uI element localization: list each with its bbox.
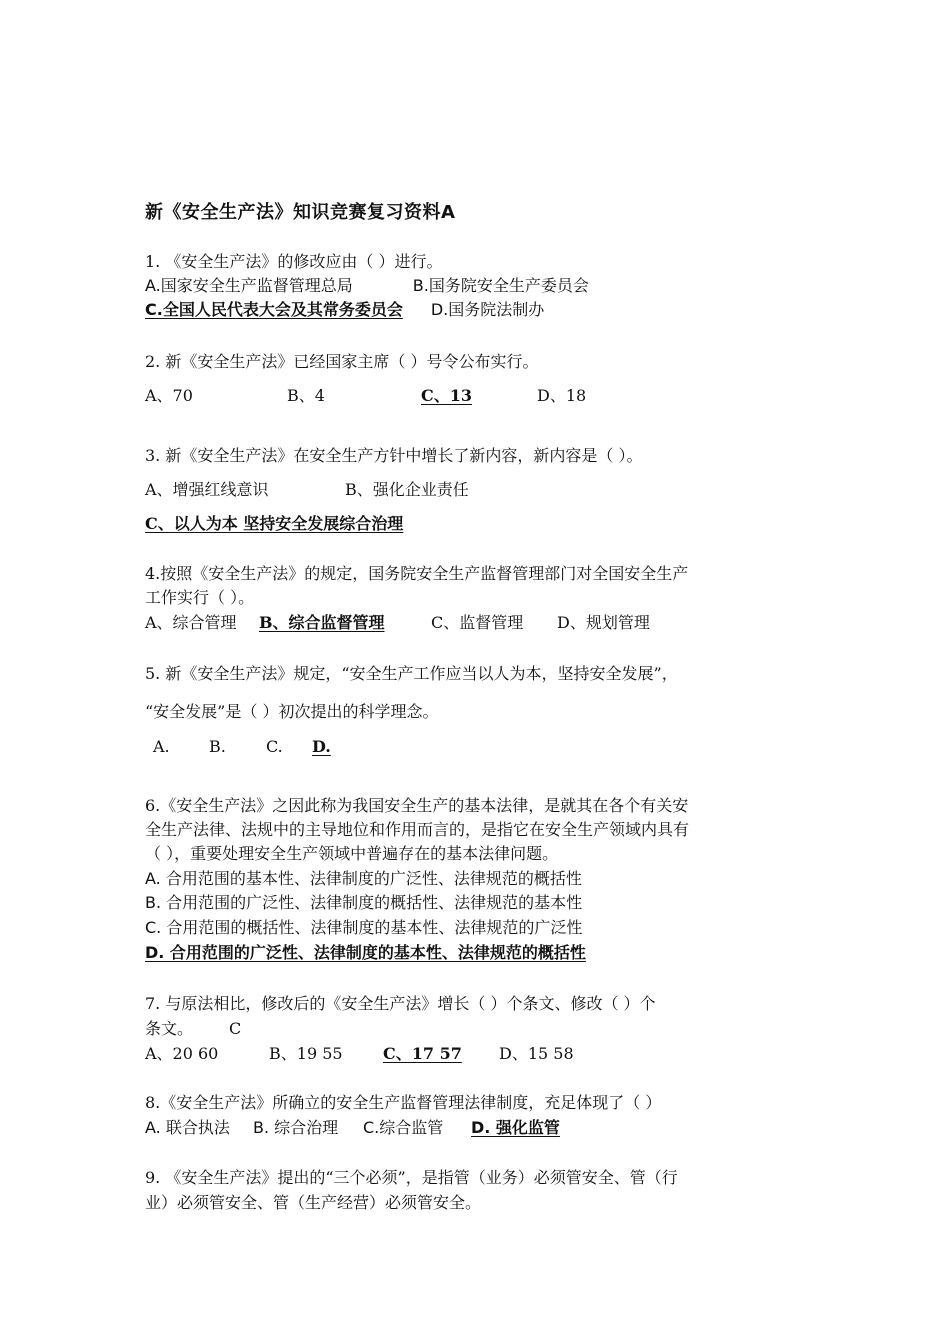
q6-option-d-answer: D. 合用范围的广泛性、法律制度的基本性、法律规范的概括性	[145, 943, 586, 962]
q1-option-a: A.国家安全生产监督管理总局	[145, 276, 353, 295]
question-4-stem-line-1: 4.按照《安全生产法》的规定，国务院安全生产监督管理部门对全国安全生产	[145, 564, 689, 583]
q5-option-d-answer: D.	[312, 737, 331, 756]
q8-option-b: B. 综合治理	[253, 1118, 339, 1137]
question-9-stem-line-1: 9. 《安全生产法》提出的“三个必须”，是指管（业务）必须管安全、管（行	[145, 1168, 678, 1187]
q7-stem-continuation: 条文。	[145, 1019, 194, 1038]
question-9-stem-line-2: 业）必须管安全、管（生产经营）必须管安全。	[145, 1193, 482, 1212]
question-3-stem: 3. 新《安全生产法》在安全生产方针中增长了新内容，新内容是（ ）。	[145, 446, 643, 465]
q2-option-b: B、4	[287, 386, 325, 405]
question-7-stem-line-1: 7. 与原法相比，修改后的《安全生产法》增长（ ）个条文、修改（ ）个	[145, 994, 656, 1013]
q3-option-a: A、增强红线意识	[145, 480, 269, 499]
q4-option-b-answer: B、综合监督管理	[259, 613, 385, 632]
q5-option-b: B.	[209, 737, 226, 756]
question-5-stem-line-2: “安全发展”是（ ）初次提出的科学理念。	[145, 702, 439, 721]
q2-option-a: A、70	[145, 386, 193, 405]
q7-option-a: A、20 60	[145, 1044, 219, 1063]
question-5-stem-line-1: 5. 新《安全生产法》规定，“安全生产工作应当以人为本，坚持安全发展”，	[145, 664, 678, 683]
question-8-stem: 8.《安全生产法》所确立的安全生产监督管理法律制度，充足体现了（ ）	[145, 1093, 662, 1112]
question-6-stem-line-3: （ ），重要处理安全生产领域中普遍存在的基本法律问题。	[145, 844, 559, 863]
question-5-options	[153, 735, 331, 759]
question-6-stem-line-1: 6.《安全生产法》之因此称为我国安全生产的基本法律，是就其在各个有关安	[145, 796, 689, 815]
question-1-options-row-2	[145, 298, 544, 322]
question-2-options	[145, 384, 586, 408]
question-2-stem: 2. 新《安全生产法》已经国家主席（ ）号令公布实行。	[145, 352, 539, 371]
question-8-options	[145, 1116, 560, 1140]
q7-option-d: D、15 58	[499, 1044, 574, 1063]
q5-option-a: A.	[153, 737, 170, 756]
q6-option-a: A. 合用范围的基本性、法律制度的广泛性、法律规范的概括性	[145, 869, 582, 888]
q3-option-c-answer: C、以人为本 坚持安全发展综合治理	[145, 514, 404, 533]
q4-option-d: D、规划管理	[557, 613, 650, 632]
question-4-stem-line-2: 工作实行（ ）。	[145, 588, 255, 607]
q1-option-b: B.国务院安全生产委员会	[412, 276, 589, 295]
q7-option-c-answer: C、17 57	[383, 1044, 462, 1063]
question-7-options	[145, 1042, 574, 1066]
question-4-options	[145, 611, 650, 635]
q4-option-a: A、综合管理	[145, 613, 237, 632]
q2-option-d: D、18	[537, 386, 587, 405]
q6-option-b: B. 合用范围的广泛性、法律制度的概括性、法律规范的基本性	[145, 893, 583, 912]
q7-option-b: B、19 55	[269, 1044, 343, 1063]
q5-option-c: C.	[266, 737, 283, 756]
q3-option-b: B、强化企业责任	[345, 480, 469, 499]
q8-option-c: C.综合监管	[363, 1118, 444, 1137]
question-6-stem-line-2: 全生产法律、法规中的主导地位和作用而言的，是指它在安全生产领域内具有	[145, 820, 690, 839]
document-title: 新《安全生产法》知识竞赛复习资料A	[145, 202, 456, 223]
question-1-stem: 1. 《安全生产法》的修改应由（ ）进行。	[145, 252, 443, 271]
q6-option-c: C. 合用范围的概括性、法律制度的基本性、法律规范的广泛性	[145, 918, 583, 937]
q7-answer-note: C	[229, 1019, 242, 1038]
q2-option-c-answer: C、13	[421, 386, 473, 405]
question-3-options	[145, 478, 469, 502]
q1-option-d: D.国务院法制办	[430, 300, 545, 319]
question-1-options-row-1	[145, 274, 589, 298]
q8-option-d-answer: D. 强化监管	[471, 1118, 560, 1137]
q4-option-c: C、监督管理	[431, 613, 524, 632]
q8-option-a: A. 联合执法	[145, 1118, 230, 1137]
q1-option-c-answer: C.全国人民代表大会及其常务委员会	[145, 300, 403, 319]
question-7-stem-line-2	[145, 1017, 241, 1041]
